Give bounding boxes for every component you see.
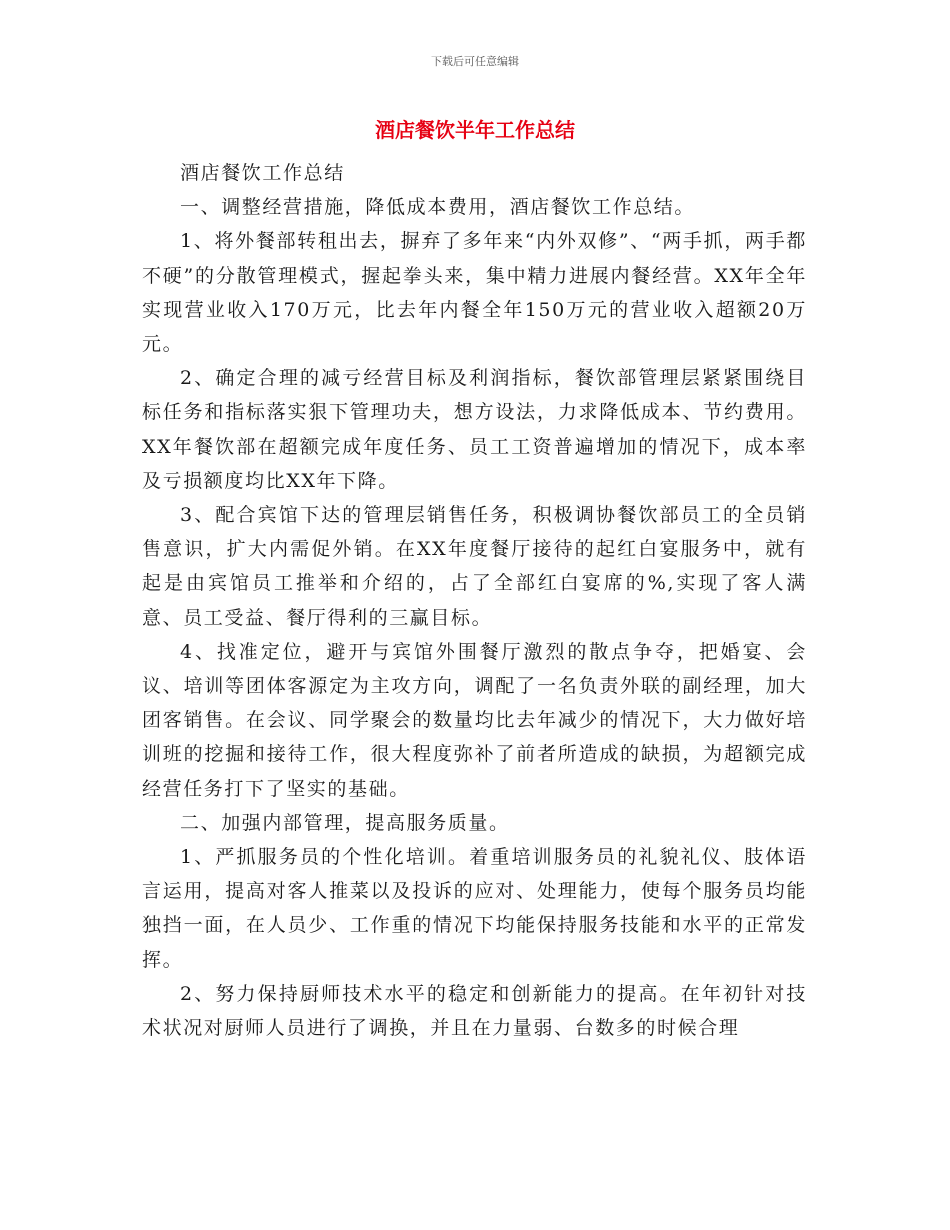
paragraph-subtitle: 酒店餐饮工作总结 xyxy=(180,162,345,184)
paragraph-section-1-heading: 一、调整经营措施，降低成本费用，酒店餐饮工作总结。 xyxy=(180,196,696,219)
document-title: 酒店餐饮半年工作总结 xyxy=(375,118,575,142)
document-body xyxy=(142,156,807,1045)
paragraph-1-3: 3、配合宾馆下达的管理层销售任务，积极调协餐饮部员工的全员销售意识，扩大内需促外销。在XX年度餐厅接待的起红白宴服务中，就有起是由宾馆员工推举和介绍的，占了全部红白宴席的%,实现了客人满意、员工受益、餐厅得利的三赢目标。 xyxy=(142,504,807,629)
paragraph-1-2: 2、确定合理的减亏经营目标及利润指标，餐饮部管理层紧紧围绕目标任务和指标落实狠下管理功夫，想方设法，力求降低成本、节约费用。XX年餐饮部在超额完成年度任务、员工工资普遍增加的情况下，成本率及亏损额度均比XX年下降。 xyxy=(142,367,807,492)
paragraph-2-2: 2、努力保持厨师技术水平的稳定和创新能力的提高。在年初针对技术状况对厨师人员进行了调换，并且在力量弱、台数多的时候合理 xyxy=(142,982,807,1040)
paragraph-1-1: 1、将外餐部转租出去，摒弃了多年来“内外双修”、“两手抓，两手都不硬”的分散管理模式，握起拳头来，集中精力进展内餐经营。XX年全年实现营业收入170万元，比去年内餐全年150万元的营业收入超额20万元。 xyxy=(142,230,807,356)
paragraph-1-4: 4、找准定位，避开与宾馆外围餐厅激烈的散点争夺，把婚宴、会议、培训等团体客源定为主攻方向，调配了一名负责外联的副经理，加大团客销售。在会议、同学聚会的数量均比去年减少的情况下，大力做好培训班的挖掘和接待工作，很大程度弥补了前者所造成的缺损，为超额完成经营任务打下了坚实的基础。 xyxy=(142,640,807,800)
header-note: 下载后可任意编辑 xyxy=(431,55,519,68)
paragraph-section-2-heading: 二、加强内部管理，提高服务质量。 xyxy=(180,811,510,834)
paragraph-2-1: 1、严抓服务员的个性化培训。着重培训服务员的礼貌礼仪、肢体语言运用，提高对客人推菜以及投诉的应对、处理能力，使每个服务员均能独挡一面，在人员少、工作重的情况下均能保持服务技能和水平的正常发挥。 xyxy=(142,846,807,971)
